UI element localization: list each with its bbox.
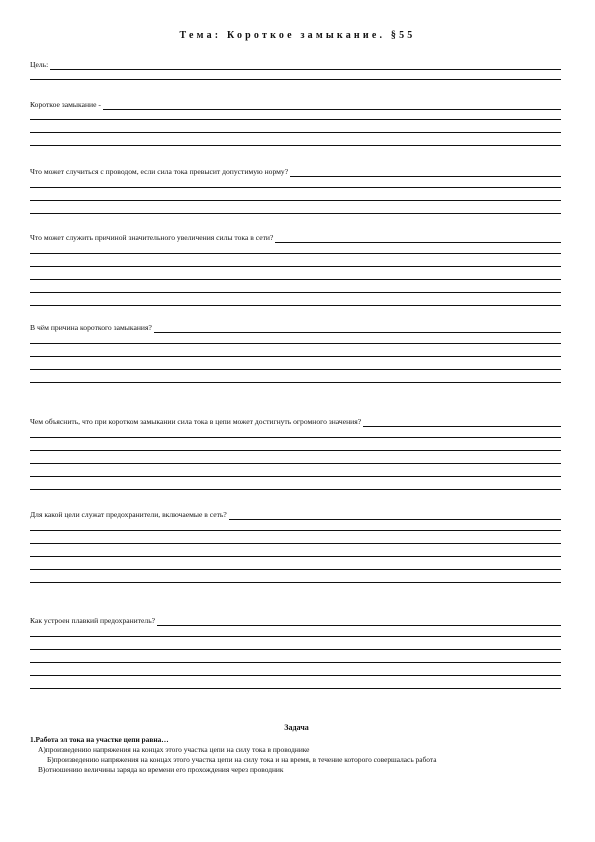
question-label: Для какой цели служат предохранители, включаемые в сеть? [30,510,227,519]
question-goal [30,58,561,80]
answer-line[interactable] [30,213,561,214]
answer-line[interactable] [30,450,561,451]
answer-line[interactable] [30,530,561,531]
task-option-c: В)отношению величины заряда ко времени его прохождения через проводник [38,765,284,774]
answer-line[interactable] [30,463,561,464]
task-option-b: Б)произведению напряжения на концах этого участка цепи на силу тока и на время, в течение которого совершалась работа [47,755,437,764]
answer-line[interactable] [30,369,561,370]
answer-line[interactable] [30,79,561,80]
answer-line[interactable] [50,61,561,70]
page-title: Тема: Короткое замыкание. §55 [179,30,416,41]
answer-line[interactable] [30,343,561,344]
task-section [30,723,563,775]
answer-line[interactable] [157,617,561,626]
question-fuse-design [30,614,561,689]
question-cause [30,321,561,383]
answer-line[interactable] [30,675,561,676]
answer-line[interactable] [30,382,561,383]
question-label: Чем объяснить, что при коротком замыкании сила тока в цепи может достигнуть огромного значения? [30,417,362,426]
answer-line[interactable] [30,279,561,280]
answer-line[interactable] [30,437,561,438]
answer-line[interactable] [30,556,561,557]
answer-line[interactable] [30,636,561,637]
answer-line[interactable] [30,266,561,267]
answer-line[interactable] [275,234,561,243]
task-question: 1.Работа эл тока на участке цепи равна… [30,735,169,744]
answer-line[interactable] [30,356,561,357]
answer-line[interactable] [30,476,561,477]
answer-line[interactable] [30,253,561,254]
answer-line[interactable] [30,489,561,490]
question-huge-current [30,415,561,490]
answer-line[interactable] [30,187,561,188]
question-current-increase [30,231,561,306]
answer-line[interactable] [30,649,561,650]
question-short-circuit [30,98,561,146]
question-label: Как устроен плавкий предохранитель? [30,616,156,625]
answer-line[interactable] [30,292,561,293]
task-title: Задача [284,723,309,732]
question-fuse-purpose [30,508,561,583]
answer-line[interactable] [30,543,561,544]
answer-line[interactable] [30,305,561,306]
answer-line[interactable] [363,418,561,427]
answer-line[interactable] [30,662,561,663]
answer-line[interactable] [30,119,561,120]
task-option-a: А)произведению напряжения на концах этого участка цепи на силу тока в проводнике [38,745,310,754]
question-label: Что может служить причиной значительного увеличения силы тока в сети? [30,233,274,242]
answer-line[interactable] [30,145,561,146]
answer-line[interactable] [103,101,561,110]
question-label: В чём причина короткого замыкания? [30,323,152,332]
question-label: Цель: [30,60,49,69]
question-label: Что может случиться с проводом, если сила тока превысит допустимую норму? [30,167,289,176]
answer-line[interactable] [229,511,561,520]
question-wire-overload [30,165,561,214]
answer-line[interactable] [30,200,561,201]
answer-line[interactable] [30,582,561,583]
answer-line[interactable] [30,688,561,689]
question-label: Короткое замыкание - [30,100,101,109]
answer-line[interactable] [30,569,561,570]
answer-line[interactable] [154,324,561,333]
answer-line[interactable] [30,132,561,133]
answer-line[interactable] [290,168,561,177]
